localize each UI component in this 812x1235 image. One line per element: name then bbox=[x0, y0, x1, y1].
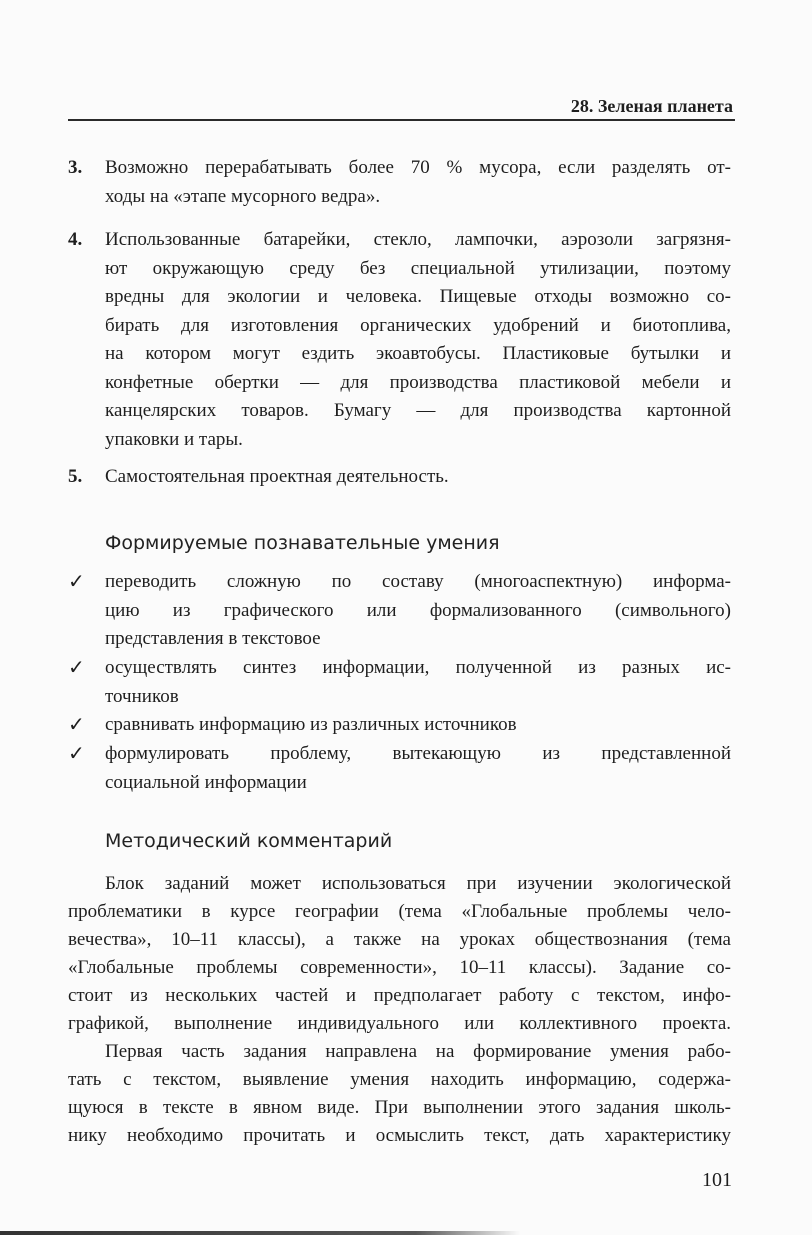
text-line: тать с текстом, выявление умения находить информацию, содержа- bbox=[68, 1069, 731, 1090]
text-line: Самостоятельная проектная деятельность. bbox=[105, 466, 449, 487]
text-line: на котором могут ездить экоавтобусы. Пластиковые бутылки и bbox=[105, 343, 731, 364]
text-line: сравнивать информацию из различных источников bbox=[105, 714, 517, 735]
text-line: представления в текстовое bbox=[105, 628, 321, 649]
text-line: осуществлять синтез информации, полученной из разных ис- bbox=[105, 657, 731, 678]
text-line: точников bbox=[105, 685, 179, 707]
text-line: нику необходимо прочитать и осмыслить текст, дать характеристику bbox=[68, 1125, 731, 1146]
text-line: ют окружающую среду без специальной утилизации, поэтому bbox=[105, 257, 731, 279]
section-heading-comment: Методический комментарий bbox=[105, 830, 393, 852]
text-line: щуюся в тексте в явном виде. При выполнении этого задания школь- bbox=[68, 1097, 731, 1118]
section-heading-skills: Формируемые познавательные умения bbox=[105, 532, 500, 554]
text-line: ходы на «этапе мусорного ведра». bbox=[105, 185, 381, 207]
text-line: вечества», 10–11 классы), а также на уроках обществознания (тема bbox=[68, 929, 731, 950]
text-line: конфетные обертки — для производства пластиковой мебели и bbox=[105, 371, 731, 393]
text-line: цию из графического или формализованного (символьного) bbox=[105, 599, 731, 621]
running-header: 28. Зеленая планета bbox=[570, 96, 733, 116]
text-line: социальной информации bbox=[105, 771, 307, 793]
item-number: 4. bbox=[68, 229, 83, 250]
text-line: формулировать проблему, вытекающую из представленной bbox=[105, 743, 731, 764]
header-rule bbox=[68, 119, 735, 121]
checkmark-icon: ✓ bbox=[68, 743, 85, 765]
answer-item-4 bbox=[68, 226, 731, 454]
text-line: канцелярских товаров. Бумагу — для производства картонной bbox=[105, 400, 731, 421]
skill-item bbox=[68, 740, 731, 797]
skill-item bbox=[68, 568, 731, 654]
comment-paragraph bbox=[68, 1038, 731, 1150]
skill-item bbox=[68, 711, 731, 740]
answer-item-5 bbox=[68, 463, 731, 492]
text-line: переводить сложную по составу (многоаспектную) информа- bbox=[105, 571, 731, 592]
text-line: Блок заданий может использоваться при изучении экологической bbox=[105, 873, 731, 894]
skill-item bbox=[68, 654, 731, 711]
page-number: 101 bbox=[702, 1169, 732, 1191]
checkmark-icon: ✓ bbox=[68, 714, 85, 736]
text-line: графикой, выполнение индивидуального или коллективного проекта. bbox=[68, 1013, 731, 1034]
text-line: Возможно перерабатывать более 70 % мусора, если разделять от- bbox=[105, 157, 731, 178]
text-line: Использованные батарейки, стекло, лампочки, аэрозоли загрязня- bbox=[105, 229, 731, 250]
comment-paragraph bbox=[68, 870, 731, 1038]
text-line: проблематики в курсе географии (тема «Глобальные проблемы чело- bbox=[68, 901, 731, 922]
text-line: «Глобальные проблемы современности», 10–11 классы). Задание со- bbox=[68, 957, 731, 978]
text-line: упаковки и тары. bbox=[105, 428, 243, 450]
answer-item-3 bbox=[68, 154, 731, 211]
text-line: вредны для экологии и человека. Пищевые отходы возможно со- bbox=[105, 286, 731, 307]
item-number: 3. bbox=[68, 157, 83, 178]
checkmark-icon: ✓ bbox=[68, 657, 85, 679]
text-line: стоит из нескольких частей и предполагает работу с текстом, инфо- bbox=[68, 985, 731, 1006]
checkmark-icon: ✓ bbox=[68, 571, 85, 593]
text-line: Первая часть задания направлена на формирование умения рабо- bbox=[105, 1041, 731, 1062]
item-number: 5. bbox=[68, 466, 83, 487]
scan-edge-shadow bbox=[0, 1231, 520, 1235]
text-line: бирать для изготовления органических удобрений и биотоплива, bbox=[105, 314, 731, 336]
